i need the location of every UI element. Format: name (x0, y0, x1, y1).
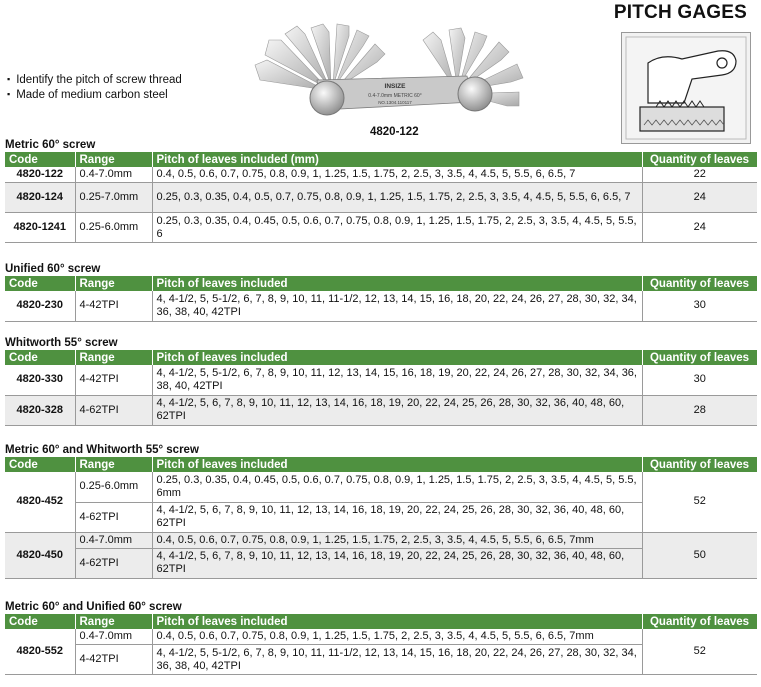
section-title: Metric 60° and Whitworth 55° screw (5, 444, 199, 456)
cell-range: 4-62TPI (75, 502, 152, 532)
col-code: Code (5, 350, 75, 365)
cell-pitch: 4, 4-1/2, 5, 5-1/2, 6, 7, 8, 9, 10, 11, 12, 13, 14, 15, 16, 18, 19, 20, 22, 24, 26, 27, 28, 30, 32, 34, 36, 38, 40, 42TPI (152, 365, 642, 395)
cell-pitch: 4, 4-1/2, 5, 5-1/2, 6, 7, 8, 9, 10, 11, 11-1/2, 12, 13, 14, 15, 16, 18, 20, 22, 24, 26, 27, 28, 30, 32, 34, 36, 38, 40, 42TPI (152, 645, 642, 675)
cell-range: 0.25-6.0mm (75, 213, 152, 243)
table-row (5, 183, 757, 213)
section-metric-whitworth (5, 443, 757, 579)
col-qty: Quantity of leaves (642, 276, 757, 291)
cell-code: 4820-552 (5, 629, 75, 675)
table-row (5, 291, 757, 321)
cell-code: 4820-1241 (5, 213, 75, 243)
col-pitch: Pitch of leaves included (152, 276, 642, 291)
cell-range: 4-62TPI (75, 395, 152, 425)
section-metric-60 (5, 138, 757, 243)
photo-brand: INSIZE (384, 83, 406, 90)
page-title: PITCH GAGES (613, 2, 747, 23)
cell-range: 0.4-7.0mm (75, 532, 152, 548)
feature-item: ▪ Identify the pitch of screw thread (7, 72, 182, 87)
col-pitch: Pitch of leaves included (mm) (152, 152, 642, 167)
col-range: Range (75, 276, 152, 291)
feature-item: ▪ Made of medium carbon steel (7, 87, 182, 102)
cell-range: 0.4-7.0mm (75, 629, 152, 645)
col-code: Code (5, 457, 75, 472)
table-row (5, 395, 757, 425)
cell-code: 4820-450 (5, 532, 75, 578)
spec-table (5, 276, 758, 322)
photo-caption: 4820-122 (370, 126, 419, 138)
cell-code: 4820-124 (5, 183, 75, 213)
feature-list (7, 72, 182, 102)
cell-pitch: 0.25, 0.3, 0.35, 0.4, 0.5, 0.7, 0.75, 0.8, 0.9, 1, 1.25, 1.5, 1.75, 2, 2.5, 3, 3.5, 4, 4.5, 5, 5.5, 6, 6.5, 7 (152, 183, 642, 213)
cell-code: 4820-452 (5, 472, 75, 532)
cell-qty: 50 (642, 532, 757, 578)
table-row (5, 167, 757, 183)
table-row (5, 365, 757, 395)
cell-qty: 22 (642, 167, 757, 183)
col-qty: Quantity of leaves (642, 457, 757, 472)
col-range: Range (75, 457, 152, 472)
col-qty: Quantity of leaves (642, 614, 757, 629)
col-pitch: Pitch of leaves included (152, 614, 642, 629)
cell-code: 4820-328 (5, 395, 75, 425)
spec-table (5, 457, 758, 579)
col-pitch: Pitch of leaves included (152, 457, 642, 472)
cell-qty: 52 (642, 629, 757, 675)
table-row (5, 472, 757, 502)
cell-pitch: 4, 4-1/2, 5, 5-1/2, 6, 7, 8, 9, 10, 11, 11-1/2, 12, 13, 14, 15, 16, 18, 20, 22, 24, 26, 27, 28, 30, 32, 34, 36, 38, 40, 42TPI (152, 291, 642, 321)
section-unified-60 (5, 262, 757, 322)
cell-pitch: 0.4, 0.5, 0.6, 0.7, 0.75, 0.8, 0.9, 1, 1.25, 1.5, 1.75, 2, 2.5, 3, 3.5, 4, 4.5, 5, 5.5, 6, 6.5, 7 (152, 167, 642, 183)
usage-diagram (621, 32, 751, 144)
photo-engraving-2: NO.1304.110117 (378, 100, 412, 105)
spec-table (5, 614, 758, 675)
photo-engraving-1: 0.4-7.0mm METRIC 60° (368, 93, 422, 99)
col-code: Code (5, 152, 75, 167)
cell-pitch: 0.4, 0.5, 0.6, 0.7, 0.75, 0.8, 0.9, 1, 1.25, 1.5, 1.75, 2, 2.5, 3, 3.5, 4, 4.5, 5, 5.5, 6, 6.5, 7mm (152, 532, 642, 548)
section-whitworth-55 (5, 336, 757, 426)
section-title: Whitworth 55° screw (5, 337, 118, 349)
cell-code: 4820-230 (5, 291, 75, 321)
table-row (5, 629, 757, 645)
cell-range: 4-42TPI (75, 645, 152, 675)
section-title: Metric 60° and Unified 60° screw (5, 601, 182, 613)
cell-qty: 30 (642, 291, 757, 321)
col-range: Range (75, 614, 152, 629)
cell-qty: 24 (642, 183, 757, 213)
table-row (5, 532, 757, 548)
cell-qty: 30 (642, 365, 757, 395)
cell-range: 4-62TPI (75, 548, 152, 578)
col-code: Code (5, 276, 75, 291)
col-range: Range (75, 152, 152, 167)
col-pitch: Pitch of leaves included (152, 350, 642, 365)
col-qty: Quantity of leaves (642, 152, 757, 167)
cell-pitch: 0.25, 0.3, 0.35, 0.4, 0.45, 0.5, 0.6, 0.7, 0.75, 0.8, 0.9, 1, 1.25, 1.5, 1.75, 2, 2.5, 3, 3.5, 4, 4.5, 5, 5.5, 6mm (152, 472, 642, 502)
cell-range: 0.25-7.0mm (75, 183, 152, 213)
section-metric-unified (5, 600, 757, 675)
cell-pitch: 0.4, 0.5, 0.6, 0.7, 0.75, 0.8, 0.9, 1, 1.25, 1.5, 1.75, 2, 2.5, 3, 3.5, 4, 4.5, 5, 5.5, 6, 6.5, 7mm (152, 629, 642, 645)
cell-qty: 28 (642, 395, 757, 425)
spec-table (5, 350, 758, 426)
col-range: Range (75, 350, 152, 365)
cell-qty: 52 (642, 472, 757, 532)
cell-range: 4-42TPI (75, 291, 152, 321)
col-code: Code (5, 614, 75, 629)
cell-pitch: 0.25, 0.3, 0.35, 0.4, 0.45, 0.5, 0.6, 0.7, 0.75, 0.8, 0.9, 1, 1.25, 1.5, 1.75, 2, 2.5, 3, 3.5, 4, 4.5, 5, 5.5, 6 (152, 213, 642, 243)
cell-qty: 24 (642, 213, 757, 243)
cell-code: 4820-122 (5, 167, 75, 183)
cell-range: 4-42TPI (75, 365, 152, 395)
cell-pitch: 4, 4-1/2, 5, 6, 7, 8, 9, 10, 11, 12, 13, 14, 16, 18, 19, 20, 22, 24, 25, 26, 28, 30, 32, 36, 40, 48, 60, 62TPI (152, 548, 642, 578)
section-title: Metric 60° screw (5, 139, 96, 151)
product-photo (245, 20, 535, 128)
cell-range: 0.25-6.0mm (75, 472, 152, 502)
cell-code: 4820-330 (5, 365, 75, 395)
section-title: Unified 60° screw (5, 263, 101, 275)
cell-range: 0.4-7.0mm (75, 167, 152, 183)
table-row (5, 213, 757, 243)
cell-pitch: 4, 4-1/2, 5, 6, 7, 8, 9, 10, 11, 12, 13, 14, 16, 18, 19, 20, 22, 24, 25, 26, 28, 30, 32, 36, 40, 48, 60, 62TPI (152, 395, 642, 425)
col-qty: Quantity of leaves (642, 350, 757, 365)
spec-table (5, 152, 758, 243)
cell-pitch: 4, 4-1/2, 5, 6, 7, 8, 9, 10, 11, 12, 13, 14, 16, 18, 19, 20, 22, 24, 25, 26, 28, 30, 32, 36, 40, 48, 60, 62TPI (152, 502, 642, 532)
